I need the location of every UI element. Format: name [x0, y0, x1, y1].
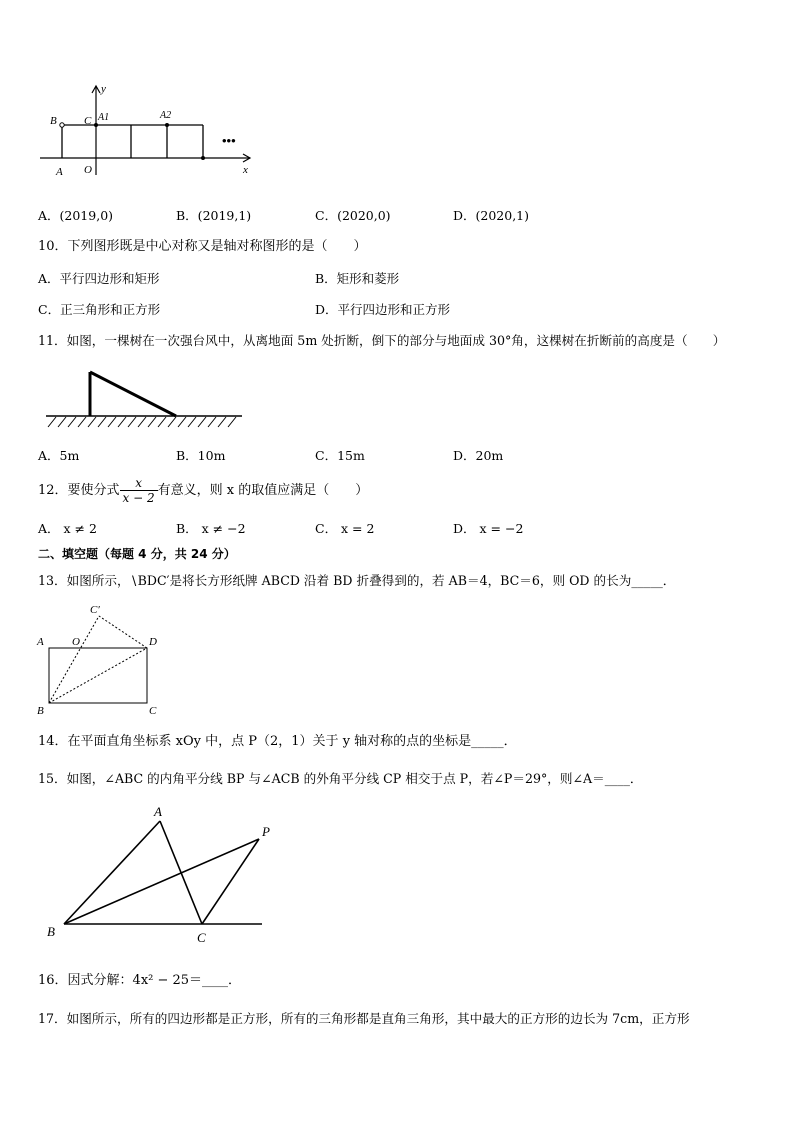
point-A2 [165, 123, 169, 127]
diagonal-BD [49, 648, 147, 703]
q10-option-d: D．平行四边形和正方形 [315, 302, 451, 317]
q9-figure [38, 80, 263, 180]
label-B: B [47, 924, 55, 939]
label-O: O [84, 164, 92, 176]
q9-option-c: C．(2020,0) [315, 208, 391, 223]
q12-stem [38, 474, 368, 508]
q16-stem: 16．因式分解：4x² − 25＝____． [38, 973, 242, 988]
label-B: B [37, 705, 44, 717]
q10-option-a: A．平行四边形和矩形 [38, 271, 160, 286]
q15-stem: 15．如图，∠ABC 的内角平分线 BP 与∠ACB 的外角平分线 CP 相交于点 P，若∠P＝29°，则∠A＝____． [38, 771, 643, 786]
label-x: x [243, 164, 248, 176]
tree-fallen-part [90, 372, 176, 416]
q11-figure [44, 365, 244, 433]
side-BA [64, 821, 160, 924]
q11-option-c: C．15m [315, 448, 365, 463]
point-B [60, 123, 64, 127]
q13-figure [34, 600, 174, 718]
fold-DC-prime [99, 616, 147, 648]
label-A: A [56, 166, 63, 178]
q11-option-b: B．10m [176, 448, 226, 463]
label-C-prime: C′ [90, 604, 100, 616]
q12-stem-after: 有意义，则 x 的取值应满足（ ） [157, 483, 369, 498]
ground-hatching [48, 417, 236, 427]
q12-stem-before: 12．要使分式 [38, 483, 120, 498]
q12-option-d: D． x = −2 [453, 521, 524, 536]
label-A2: A2 [160, 110, 172, 121]
q10-stem: 10．下列图形既是中心对称又是轴对称图形的是（ ） [38, 239, 367, 254]
q12-option-b: B． x ≠ −2 [176, 521, 246, 536]
q13-stem: 13．如图所示，∖BDC′是将长方形纸牌 ABCD 沿着 BD 折叠得到的，若 AB＝4，BC＝6，则 OD 的长为_____． [38, 573, 676, 588]
q12-option-a: A． x ≠ 2 [38, 521, 97, 536]
label-C: C [197, 930, 206, 945]
q12-fraction [120, 476, 158, 505]
section-title-fill-in: 二、填空题（每题 4 分，共 24 分） [38, 547, 236, 561]
q12-fraction-numerator: x [135, 476, 142, 490]
q12-fraction-denominator: x − 2 [120, 490, 158, 505]
q9-option-b: B．(2019,1) [176, 208, 252, 223]
q12-option-c: C． x = 2 [315, 521, 375, 536]
label-D: D [149, 636, 157, 648]
label-B: B [50, 115, 57, 127]
q17-stem: 17．如图所示，所有的四边形都是正方形，所有的三角形都是直角三角形，其中最大的正方形的边长为 7cm，正方形 [38, 1011, 690, 1026]
label-P: P [262, 824, 270, 839]
q11-stem: 11．如图，一棵树在一次强台风中，从离地面 5m 处折断，倒下的部分与地面成 30°角，这棵树在折断前的高度是（ ） [38, 333, 726, 348]
label-C: C [149, 705, 157, 717]
ellipsis: ••• [222, 133, 236, 148]
label-y: y [101, 83, 106, 95]
fold-BC-prime [49, 616, 99, 703]
q11-option-d: D．20m [453, 448, 504, 463]
q9-option-a: A．(2019,0) [38, 208, 114, 223]
label-A1: A1 [98, 112, 110, 123]
q15-figure [40, 800, 280, 948]
label-A: A [154, 804, 162, 819]
q9-option-d: D．(2020,1) [453, 208, 530, 223]
q11-option-a: A．5m [38, 448, 80, 463]
q10-option-b: B．矩形和菱形 [315, 271, 400, 286]
q14-stem: 14．在平面直角坐标系 xOy 中，点 P（2，1）关于 y 轴对称的点的坐标是_____． [38, 734, 517, 749]
q10-option-c: C．正三角形和正方形 [38, 302, 161, 317]
label-C: C [84, 115, 92, 127]
label-A: A [37, 636, 44, 648]
point-end [201, 156, 205, 160]
label-O: O [72, 636, 80, 648]
point-A1 [94, 123, 98, 127]
